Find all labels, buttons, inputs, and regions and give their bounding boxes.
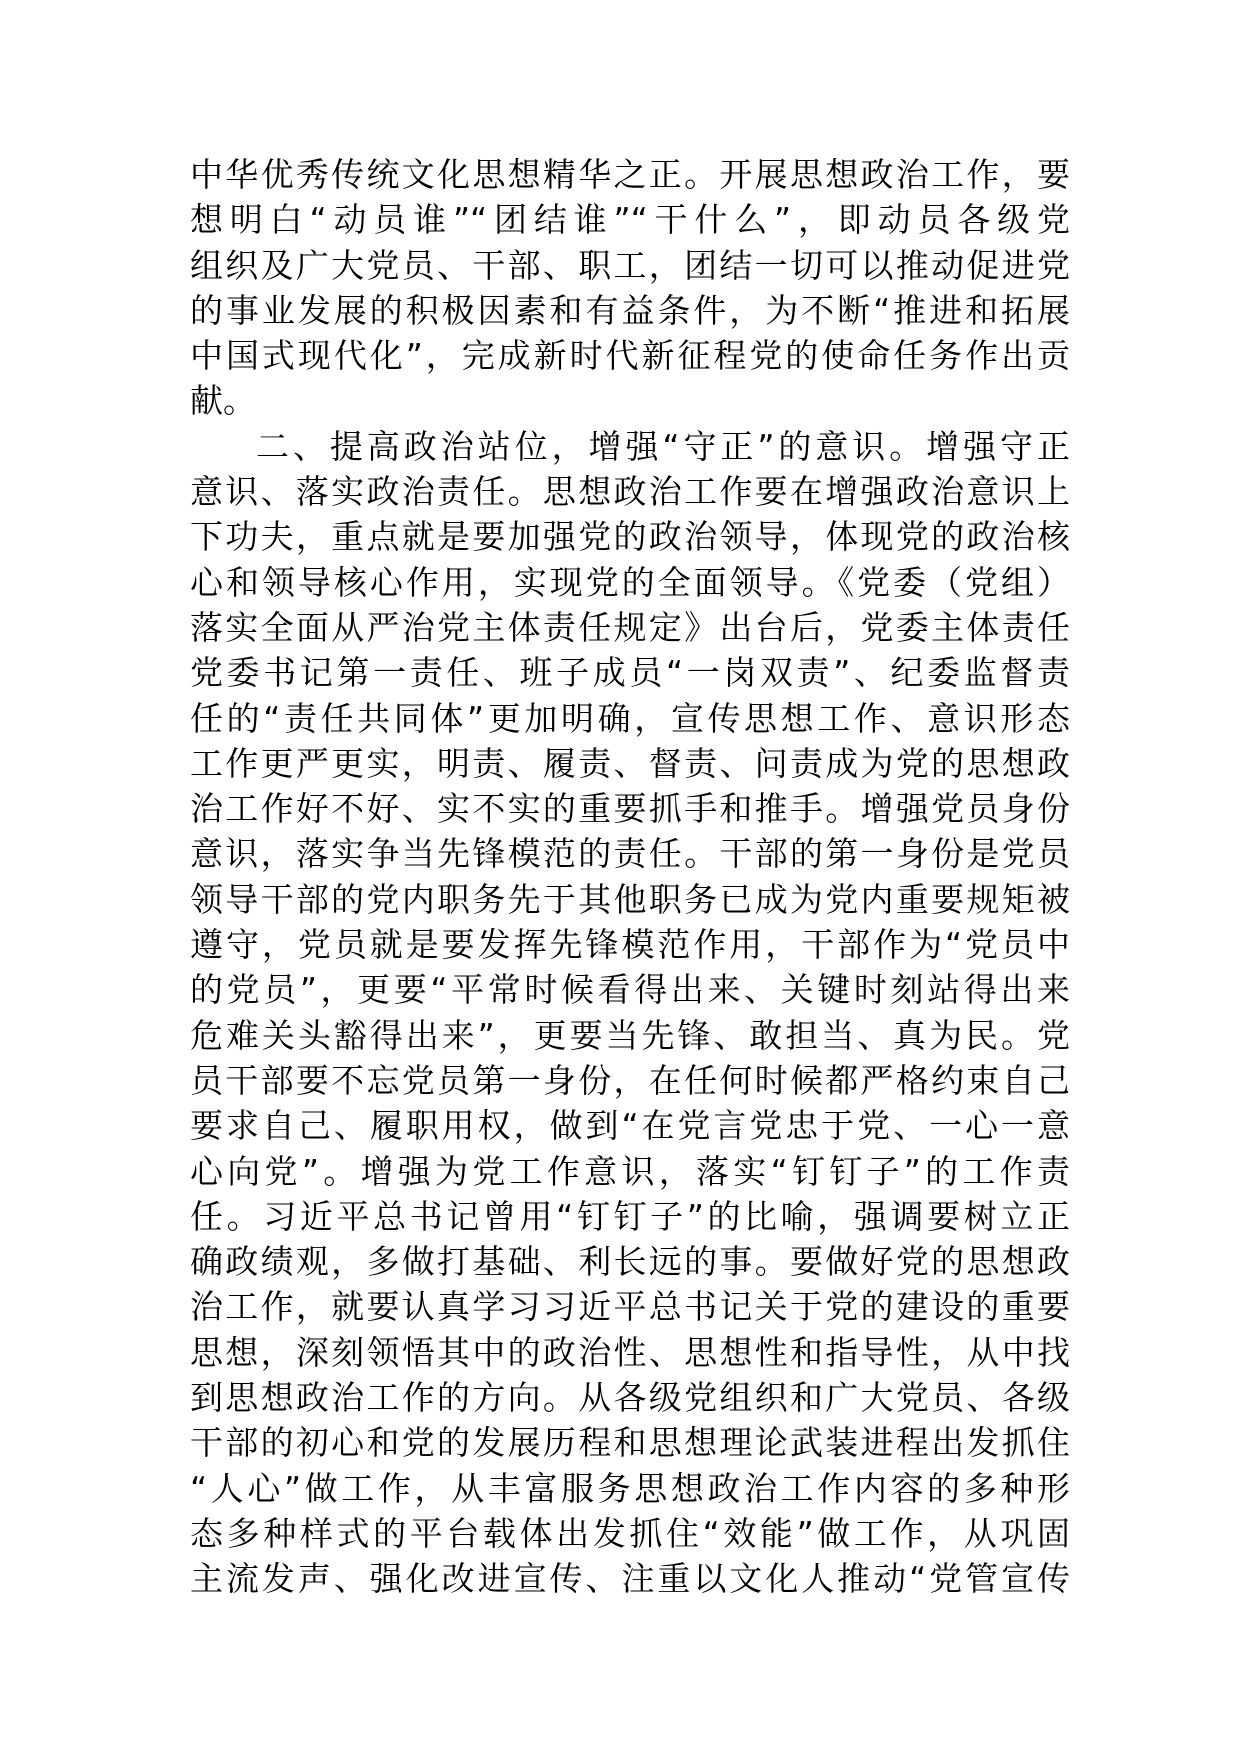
text-line: 思想，深刻领悟其中的政治性、思想性和指导性，从中找 [190, 1332, 1070, 1372]
text-line: 中华优秀传统文化思想精华之正。开展思想政治工作，要 [190, 155, 1070, 194]
text-line: 干部的初心和党的发展历程和思想理论武装进程出发抓住 [190, 1423, 1070, 1463]
text-line: 治工作好不好、实不实的重要抓手和推手。增强党员身份 [190, 789, 1070, 829]
text-line: 遵守，党员就是要发挥先锋模范作用，干部作为“党员中 [190, 925, 1070, 965]
text-line: 落实全面从严治党主体责任规定》出台后，党委主体责任 [190, 607, 1070, 647]
text-line: 心和领导核心作用，实现党的全面领导。《党委（党组） [190, 562, 1070, 602]
text-line: 主流发声、强化改进宣传、注重以文化人推动“党管宣传 [190, 1559, 1070, 1599]
text-line: 意识、落实政治责任。思想政治工作要在增强政治意识上 [190, 472, 1070, 512]
text-line: 到思想政治工作的方向。从各级党组织和广大党员、各级 [190, 1378, 1070, 1418]
text-line: 任。习近平总书记曾用“钉钉子”的比喻，强调要树立正 [190, 1196, 1070, 1236]
text-line: “人心”做工作，从丰富服务思想政治工作内容的多种形 [190, 1468, 1070, 1508]
text-line: 想明白“动员谁”“团结谁”“干什么”，即动员各级党 [190, 200, 1070, 240]
body-text [190, 152, 1070, 1602]
text-line: 中国式现代化”，完成新时代新征程党的使命任务作出贡 [190, 336, 1070, 376]
text-line: 工作更严更实，明责、履责、督责、问责成为党的思想政 [190, 743, 1070, 783]
text-line: 危难关头豁得出来”，更要当先锋、敢担当、真为民。党 [190, 1015, 1070, 1055]
text-line: 员干部要不忘党员第一身份，在任何时候都严格约束自己 [190, 1060, 1070, 1100]
text-line: 献。 [190, 381, 256, 421]
text-line: 的事业发展的积极因素和有益条件，为不断“推进和拓展 [190, 290, 1070, 330]
text-line: 治工作，就要认真学习习近平总书记关于党的建设的重要 [190, 1287, 1070, 1327]
text-line: 意识，落实争当先锋模范的责任。干部的第一身份是党员 [190, 834, 1070, 874]
text-line: 态多种样式的平台载体出发抓住“效能”做工作，从巩固 [190, 1513, 1070, 1553]
section-heading-line: 二、提高政治站位，增强“守正”的意识。增强守正 [256, 426, 1070, 466]
text-line: 要求自己、履职用权，做到“在党言党忠于党、一心一意 [190, 1106, 1070, 1146]
text-line: 心向党”。增强为党工作意识，落实“钉钉子”的工作责 [190, 1151, 1070, 1191]
text-line: 党委书记第一责任、班子成员“一岗双责”、纪委监督责 [190, 653, 1070, 693]
text-line: 任的“责任共同体”更加明确，宣传思想工作、意识形态 [190, 698, 1070, 738]
text-line: 下功夫，重点就是要加强党的政治领导，体现党的政治核 [190, 517, 1070, 557]
text-line: 确政绩观，多做打基础、利长远的事。要做好党的思想政 [190, 1242, 1070, 1282]
text-line: 的党员”，更要“平常时候看得出来、关键时刻站得出来 [190, 970, 1070, 1010]
text-line: 领导干部的党内职务先于其他职务已成为党内重要规矩被 [190, 879, 1070, 919]
text-line: 组织及广大党员、干部、职工，团结一切可以推动促进党 [190, 245, 1070, 285]
